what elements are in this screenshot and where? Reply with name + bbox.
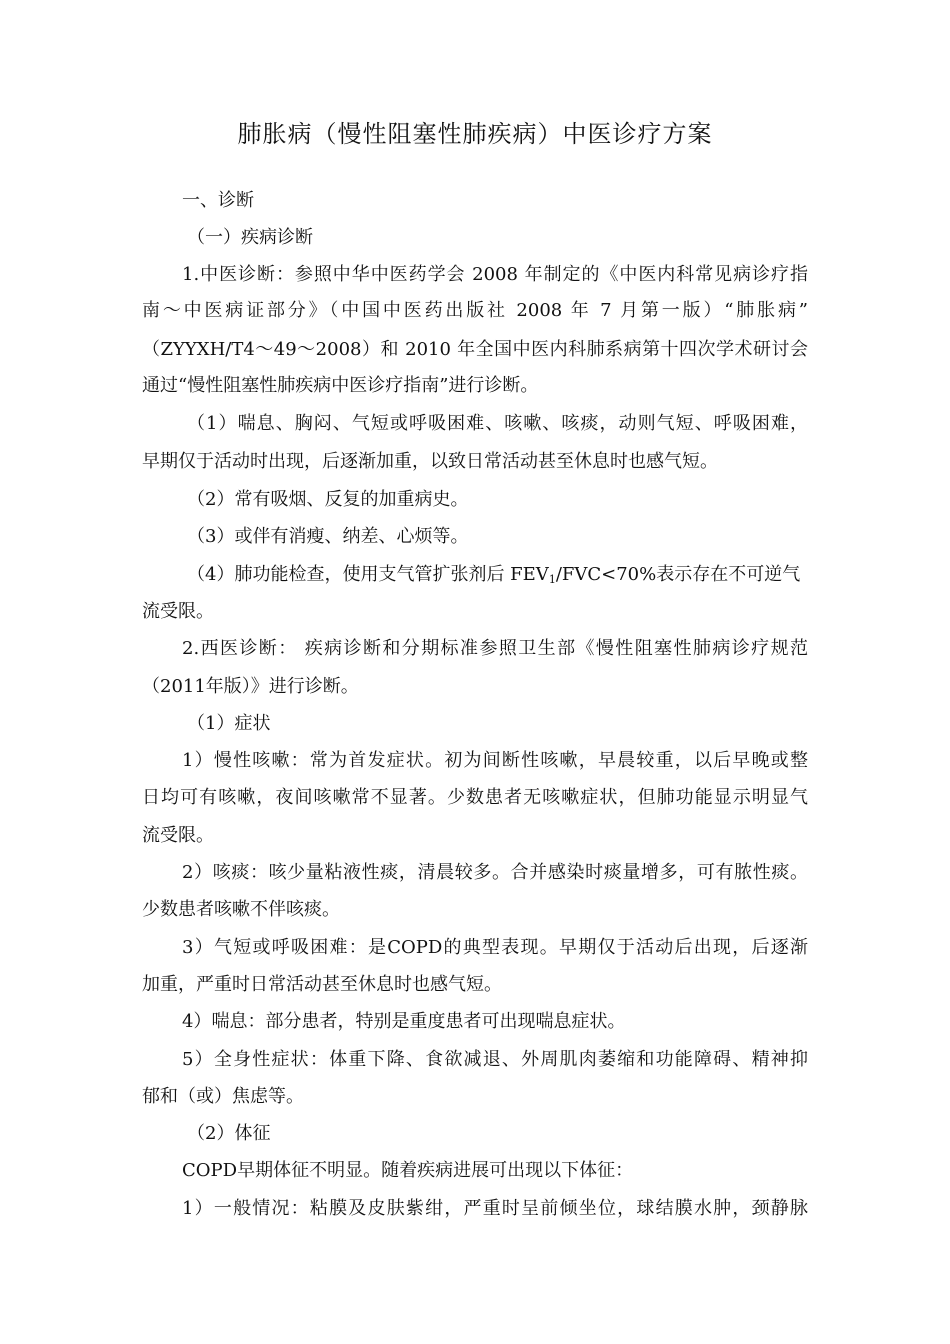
paragraph-line: 少数患者咳嗽不伴咳痰。	[142, 899, 340, 920]
paragraph-line: 3）气短或呼吸困难：是COPD的典型表现。早期仅于活动后出现，后逐渐	[182, 937, 808, 958]
paragraph-line: 郁和（或）焦虑等。	[142, 1086, 304, 1107]
subsection-heading-disease-diagnosis: （一）疾病诊断	[187, 227, 313, 248]
section-heading-diagnosis: 一、诊断	[182, 190, 254, 211]
text-segment: /FVC<70%表示存在不可逆气	[555, 564, 801, 585]
paragraph-line: 日均可有咳嗽，夜间咳嗽常不显著。少数患者无咳嗽症状，但肺功能显示明显气	[142, 787, 808, 808]
paragraph-line: （2）常有吸烟、反复的加重病史。	[187, 489, 469, 510]
paragraph-line: 早期仅于活动时出现，后逐渐加重，以致日常活动甚至休息时也感气短。	[142, 451, 718, 472]
text-segment: （4）肺功能检查，使用支气管扩张剂后 FEV	[187, 564, 549, 585]
paragraph-line: 南～中医病证部分》（中国中医药出版社 2008 年 7 月第一版）“肺胀病”	[142, 300, 808, 321]
paragraph-line: （1）喘息、胸闷、气短或呼吸困难、咳嗽、咳痰，动则气短、呼吸困难，	[187, 413, 808, 434]
paragraph-line: COPD早期体征不明显。随着疾病进展可出现以下体征：	[182, 1160, 634, 1181]
paragraph-line: （2011年版）》进行诊断。	[142, 676, 359, 697]
paragraph-line: 通过“慢性阻塞性肺疾病中医诊疗指南”进行诊断。	[142, 375, 539, 396]
paragraph-line: 1.中医诊断：参照中华中医药学会 2008 年制定的《中医内科常见病诊疗指	[182, 264, 808, 285]
paragraph-line: 流受限。	[142, 825, 214, 846]
subscript: 1	[548, 573, 556, 586]
document-title: 肺胀病（慢性阻塞性肺疾病）中医诊疗方案	[237, 120, 713, 148]
paragraph-line: 2.西医诊断： 疾病诊断和分期标准参照卫生部《慢性阻塞性肺病诊疗规范	[182, 638, 808, 659]
subsection-heading-symptoms: （1）症状	[187, 713, 271, 734]
paragraph-line: 流受限。	[142, 601, 214, 622]
paragraph-line: 5）全身性症状：体重下降、食欲减退、外周肌肉萎缩和功能障碍、精神抑	[182, 1049, 808, 1070]
paragraph-line: 4）喘息：部分患者，特别是重度患者可出现喘息症状。	[182, 1011, 626, 1032]
paragraph-line	[187, 562, 800, 588]
paragraph-line: 1）一般情况：粘膜及皮肤紫绀，严重时呈前倾坐位，球结膜水肿，颈静脉	[182, 1198, 808, 1219]
paragraph-line: 加重，严重时日常活动甚至休息时也感气短。	[142, 974, 502, 995]
paragraph-line: 2）咳痰：咳少量粘液性痰，清晨较多。合并感染时痰量增多，可有脓性痰。	[182, 862, 808, 883]
paragraph-line: （ZYYXH/T4～49～2008）和 2010 年全国中医内科肺系病第十四次学术研讨会	[142, 339, 808, 360]
subsection-heading-signs: （2）体征	[187, 1123, 271, 1144]
paragraph-line: 1）慢性咳嗽：常为首发症状。初为间断性咳嗽，早晨较重，以后早晚或整	[182, 750, 808, 771]
paragraph-line: （3）或伴有消瘦、纳差、心烦等。	[187, 526, 469, 547]
